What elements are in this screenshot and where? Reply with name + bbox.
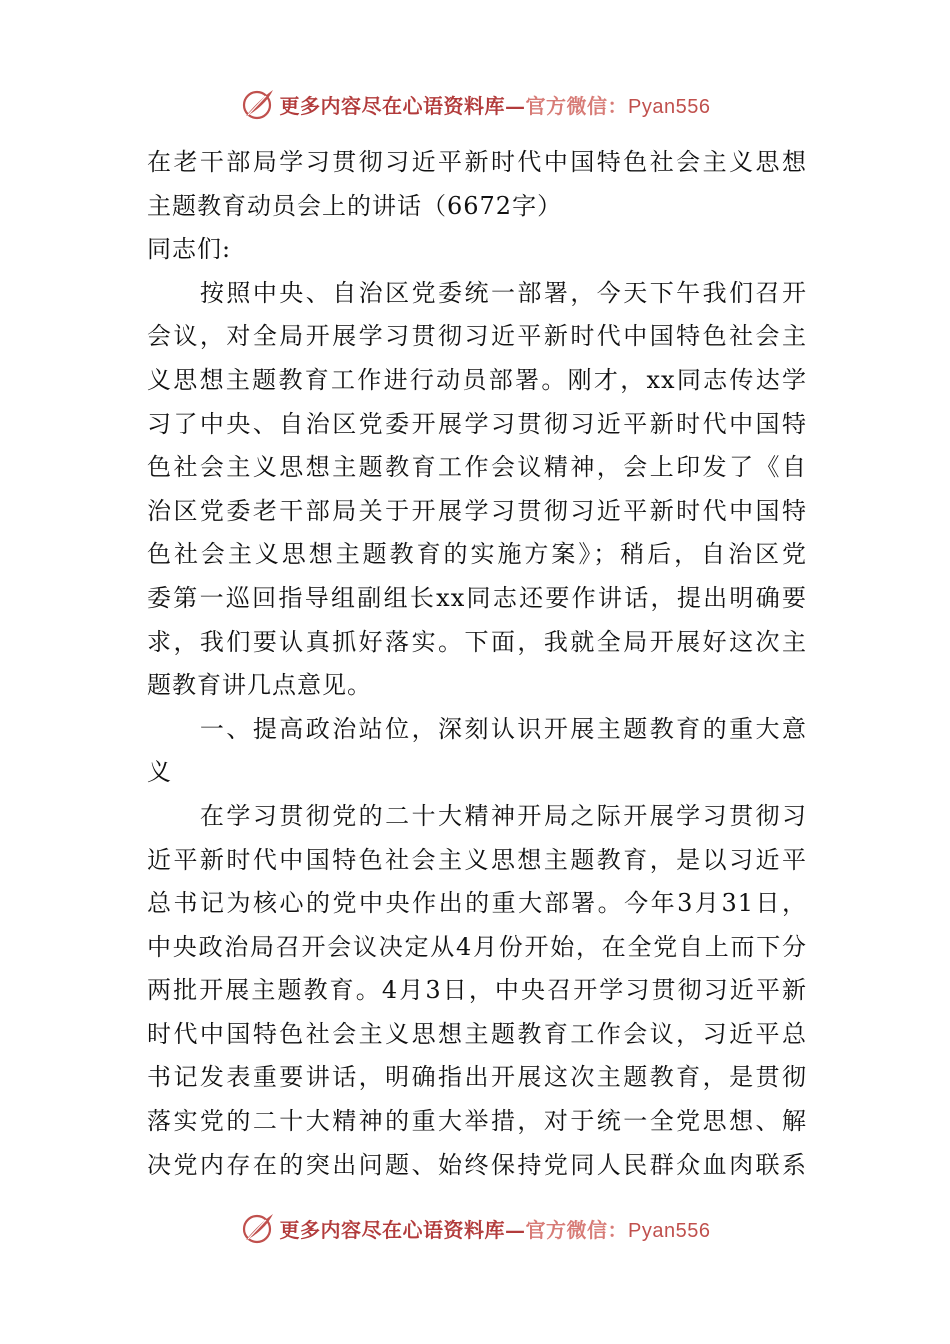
watermark-brand: 更多内容尽在心语资料库 xyxy=(279,1217,506,1242)
quill-logo-icon xyxy=(240,86,276,122)
watermark-banner-bottom xyxy=(0,1206,950,1250)
text-line: 委第一巡回指导组副组长xx同志还要作讲话，提出明确要 xyxy=(147,583,807,612)
watermark-wechat-label: 官方微信： xyxy=(525,93,629,118)
text-line: 在学习贯彻党的二十大精神开局之际开展学习贯彻习 xyxy=(147,801,807,830)
text-line: 治区党委老干部局关于开展学习贯彻习近平新时代中国特 xyxy=(147,496,807,525)
text-line: 近平新时代中国特色社会主义思想主题教育，是以习近平 xyxy=(147,845,807,874)
watermark-banner-top xyxy=(0,82,950,126)
text-line: 义 xyxy=(147,758,172,787)
text-line: 色社会主义思想主题教育的实施方案》；稍后，自治区党 xyxy=(147,540,807,569)
text-line: 一、提高政治站位，深刻认识开展主题教育的重大意 xyxy=(147,714,807,743)
text-line: 义思想主题教育工作进行动员部署。刚才，xx同志传达学 xyxy=(147,365,807,394)
text-line: 时代中国特色社会主义思想主题教育工作会议，习近平总 xyxy=(147,1019,807,1048)
watermark-wechat-label: 官方微信： xyxy=(525,1217,629,1242)
text-line: 书记发表重要讲话，明确指出开展这次主题教育，是贯彻 xyxy=(147,1063,807,1092)
text-line: 求，我们要认真抓好落实。下面，我就全局开展好这次主 xyxy=(147,627,807,656)
watermark-brand: 更多内容尽在心语资料库 xyxy=(279,93,506,118)
text-line: 同志们: xyxy=(147,235,232,264)
text-line: 总书记为核心的党中央作出的重大部署。今年3月31日， xyxy=(147,889,807,918)
text-line: 中央政治局召开会议决定从4月份开始，在全党自上而下分 xyxy=(147,932,807,961)
text-line: 会议，对全局开展学习贯彻习近平新时代中国特色社会主 xyxy=(147,322,807,351)
text-line: 决党内存在的突出问题、始终保持党同人民群众血肉联系 xyxy=(147,1150,807,1179)
text-line: 在老干部局学习贯彻习近平新时代中国特色社会主义思想 xyxy=(147,148,807,176)
text-line: 题教育讲几点意见。 xyxy=(147,671,372,700)
quill-logo-icon xyxy=(240,1210,276,1246)
text-line: 主题教育动员会上的讲话（6672字） xyxy=(147,191,563,220)
text-line: 落实党的二十大精神的重大举措，对于统一全党思想、解 xyxy=(147,1107,807,1136)
text-line: 两批开展主题教育。4月3日，中央召开学习贯彻习近平新 xyxy=(147,976,807,1005)
watermark-wechat-id: Pyan556 xyxy=(628,1219,711,1242)
watermark-wechat-id: Pyan556 xyxy=(628,95,711,118)
document-body xyxy=(147,141,807,1187)
text-line: 色社会主义思想主题教育工作会议精神，会上印发了《自 xyxy=(147,453,807,482)
watermark-separator: — xyxy=(505,93,526,118)
text-line: 按照中央、自治区党委统一部署，今天下午我们召开 xyxy=(147,278,807,307)
watermark-separator: — xyxy=(505,1217,526,1242)
watermark-text xyxy=(280,90,711,119)
watermark-text xyxy=(280,1214,711,1243)
text-line: 习了中央、自治区党委开展学习贯彻习近平新时代中国特 xyxy=(147,409,807,438)
